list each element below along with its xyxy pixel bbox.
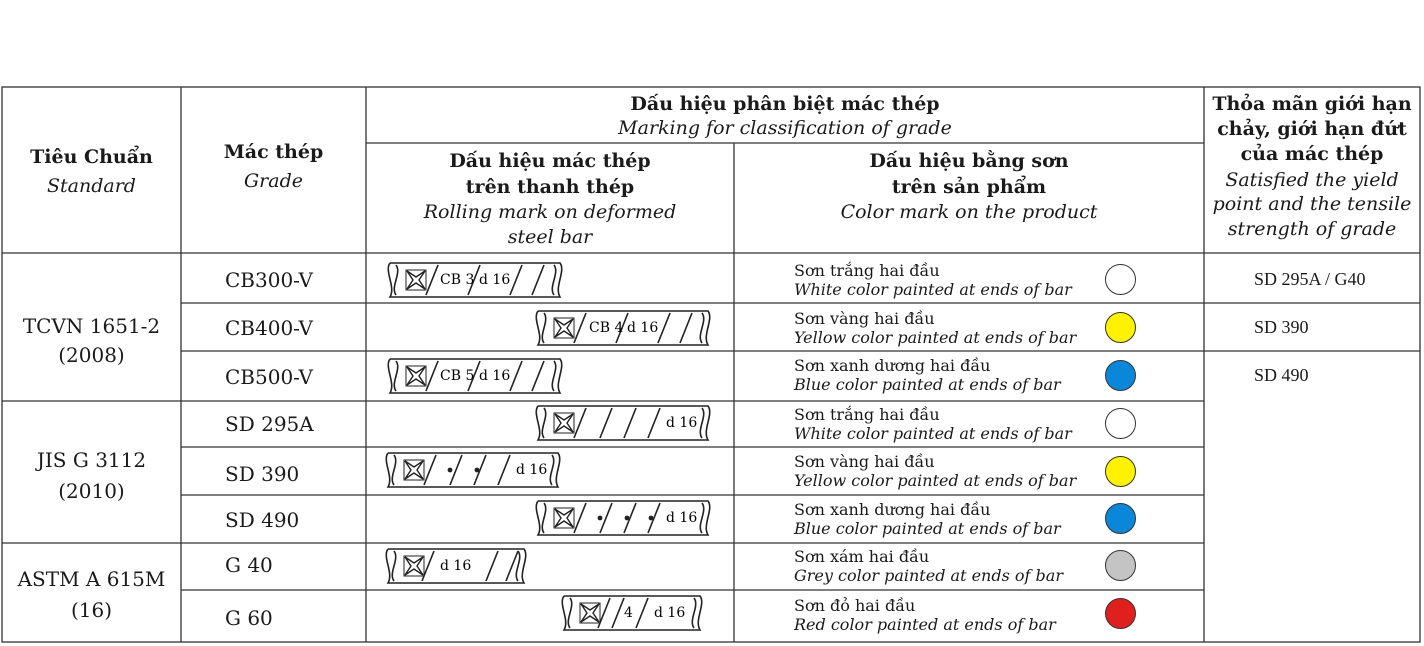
- grade-header: Mác thép: [223, 141, 324, 163]
- paint-description: Sơn trắng hai đầu: [794, 405, 940, 424]
- standard-tcvn-year: (2008): [58, 343, 125, 367]
- satisfied-header-line2: chảy, giới hạn đứt: [1217, 118, 1407, 140]
- bar-rib: [510, 265, 522, 295]
- standard-header: Tiêu Chuẩn: [30, 146, 153, 168]
- bar-rib: [426, 361, 438, 391]
- paint-description-en: Grey color painted at ends of bar: [794, 566, 1063, 585]
- bar-grade-label: CB 3: [440, 272, 475, 288]
- maltese-cross-icon: [407, 271, 425, 289]
- grade-cell: G 40: [225, 553, 273, 577]
- grade-cell: CB300-V: [225, 268, 313, 292]
- rolling-header-en1: Rolling mark on deformed: [423, 201, 677, 223]
- rolling-header-line1: Dấu hiệu mác thép: [449, 150, 651, 172]
- bar-grade-label: CB 4: [589, 320, 624, 336]
- marking-header: Dấu hiệu phân biệt mác thép: [630, 93, 940, 115]
- rolling-mark-bar: [530, 499, 720, 537]
- paint-description-en: Yellow color painted at ends of bar: [794, 328, 1077, 347]
- grade-cell: CB500-V: [225, 365, 313, 389]
- paint-description-en: Yellow color painted at ends of bar: [794, 471, 1077, 490]
- bar-size-label: d 16: [479, 368, 511, 384]
- bar-rib: [600, 408, 612, 438]
- bar-rib: [574, 313, 586, 343]
- maltese-cross-icon: [405, 461, 423, 479]
- grade-cell: SD 295A: [225, 412, 314, 436]
- satisfied-header-en3: strength of grade: [1227, 218, 1397, 240]
- maltese-cross-icon: [555, 509, 573, 527]
- color-header-en: Color mark on the product: [840, 201, 1098, 223]
- bar-grade-label: 4: [624, 605, 633, 621]
- satisfied-header-line3: của mác thép: [1240, 143, 1384, 165]
- bar-dot: [649, 516, 654, 521]
- paint-description-en: White color painted at ends of bar: [794, 280, 1072, 299]
- bar-rib: [612, 598, 624, 628]
- bar-size-label: d 16: [654, 605, 686, 621]
- standard-astm: ASTM A 615M: [17, 567, 166, 591]
- paint-description: Sơn trắng hai đầu: [794, 261, 940, 280]
- bar-size-label: d 16: [666, 510, 698, 526]
- maltese-cross-icon: [555, 319, 573, 337]
- standard-astm-year: (16): [70, 598, 113, 622]
- rolling-mark-bar: [556, 594, 716, 632]
- rolling-mark-bar: [382, 357, 572, 395]
- maltese-cross-icon: [555, 414, 573, 432]
- color-dot: [1105, 456, 1136, 487]
- paint-description: Sơn xám hai đầu: [794, 547, 930, 566]
- color-dot: [1105, 503, 1136, 534]
- color-dot: [1105, 408, 1136, 439]
- paint-description: Sơn đỏ hai đầu: [794, 596, 916, 615]
- bar-rib: [510, 361, 522, 391]
- color-dot: [1105, 598, 1136, 629]
- bar-body: [388, 263, 561, 297]
- bar-rib: [658, 313, 670, 343]
- bar-rib: [532, 265, 544, 295]
- rolling-header-line2: trên thanh thép: [465, 176, 635, 198]
- bar-rib: [574, 408, 586, 438]
- bar-rib: [624, 408, 636, 438]
- marking-header-en: Marking for classification of grade: [618, 117, 952, 139]
- grade-cell: CB400-V: [225, 316, 313, 340]
- rolling-header-en2: steel bar: [507, 226, 593, 248]
- satisfied-row-3: SD 490: [1254, 365, 1309, 385]
- bar-dot: [598, 516, 603, 521]
- color-dot: [1105, 550, 1136, 581]
- rolling-mark-bar: [382, 261, 572, 299]
- grade-cell: SD 390: [225, 462, 300, 486]
- bar-size-label: d 16: [440, 558, 472, 574]
- satisfied-row-2: SD 390: [1254, 317, 1309, 337]
- maltese-cross-icon: [407, 367, 425, 385]
- satisfied-header-en2: point and the tensile: [1212, 193, 1412, 215]
- bar-size-label: d 16: [516, 462, 548, 478]
- color-dot: [1105, 360, 1136, 391]
- maltese-cross-icon: [405, 557, 423, 575]
- grade-cell: G 60: [225, 606, 273, 630]
- standard-header-en: Standard: [47, 175, 136, 197]
- color-dot: [1105, 264, 1136, 295]
- color-header-line1: Dấu hiệu bằng sơn: [869, 150, 1069, 172]
- paint-description: Sơn xanh dương hai đầu: [794, 356, 991, 375]
- standard-jis-year: (2010): [58, 479, 125, 503]
- paint-description: Sơn vàng hai đầu: [794, 309, 935, 328]
- paint-description-en: Blue color painted at ends of bar: [794, 519, 1061, 538]
- bar-size-label: d 16: [627, 320, 659, 336]
- bar-rib: [680, 313, 692, 343]
- bar-rib: [426, 265, 438, 295]
- bar-dot: [625, 516, 630, 521]
- bar-rib: [498, 455, 510, 485]
- rolling-mark-bar: [530, 404, 720, 442]
- bar-dot: [448, 468, 453, 473]
- paint-description: Sơn vàng hai đầu: [794, 452, 935, 471]
- grade-header-en: Grade: [244, 170, 303, 192]
- bar-outline: [388, 359, 561, 393]
- grade-cell: SD 490: [225, 508, 300, 532]
- maltese-cross-icon: [581, 604, 599, 622]
- bar-body: [388, 359, 561, 393]
- bar-dot: [475, 468, 480, 473]
- bar-size-label: d 16: [666, 415, 698, 431]
- paint-description-en: White color painted at ends of bar: [794, 424, 1072, 443]
- color-dot: [1105, 312, 1136, 343]
- rolling-mark-bar: [530, 309, 720, 347]
- standard-tcvn: TCVN 1651-2: [22, 314, 161, 338]
- satisfied-row-1: SD 295A / G40: [1254, 269, 1366, 289]
- bar-rib: [532, 361, 544, 391]
- paint-description-en: Blue color painted at ends of bar: [794, 375, 1061, 394]
- bar-grade-label: CB 5: [440, 368, 475, 384]
- bar-size-label: d 16: [479, 272, 511, 288]
- bar-rib: [424, 455, 436, 485]
- bar-rib: [486, 551, 498, 581]
- rolling-mark-bar: [380, 451, 570, 489]
- bar-outline: [388, 263, 561, 297]
- paint-description-en: Red color painted at ends of bar: [794, 615, 1056, 634]
- satisfied-header-line1: Thỏa mãn giới hạn: [1212, 93, 1412, 115]
- bar-rib: [636, 598, 648, 628]
- standard-jis: JIS G 3112: [36, 448, 147, 472]
- paint-description: Sơn xanh dương hai đầu: [794, 500, 991, 519]
- satisfied-header-en1: Satisfied the yield: [1225, 169, 1399, 191]
- bar-rib: [648, 408, 660, 438]
- color-header-line2: trên sản phẩm: [891, 176, 1047, 198]
- bar-rib: [574, 503, 586, 533]
- rolling-mark-bar: [380, 547, 540, 585]
